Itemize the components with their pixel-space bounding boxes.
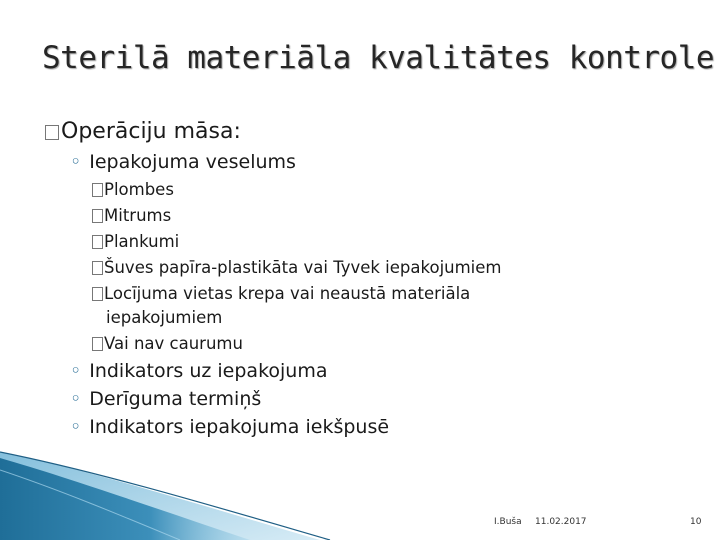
level3-text: Plankumi: [104, 232, 180, 251]
bullet-level3-locijuma-vietas: [92, 284, 470, 303]
bullet-level3-vai-nav-caurumu: [92, 334, 243, 353]
bullet-level3-mitrums: [92, 206, 171, 225]
checkbox-glyph-icon: [92, 261, 103, 275]
circle-bullet-icon: ◦: [70, 360, 82, 382]
level1-text: Operāciju māsa:: [61, 119, 241, 144]
bullet-level3-suves: [92, 258, 502, 277]
level3-text-cont: iepakojumiem: [106, 308, 223, 327]
bullet-level2-indikators-uz: [70, 360, 328, 382]
level3-text: Vai nav caurumu: [104, 334, 243, 353]
bullet-level2-iepakojuma-veselums: [70, 151, 296, 173]
checkbox-glyph-icon: [92, 287, 103, 301]
bullet-level1-operaciju-masa: [45, 119, 241, 144]
level2-text: Derīguma termiņš: [89, 388, 262, 410]
slide-title: Sterilā materiāla kvalitātes kontrole: [42, 40, 715, 76]
level3-text: Mitrums: [104, 206, 172, 225]
checkbox-glyph-icon: [92, 209, 103, 223]
bullet-level3-plankumi: [92, 232, 179, 251]
level2-text: Indikators uz iepakojuma: [89, 360, 328, 382]
checkbox-glyph-icon: [45, 125, 59, 140]
footer-page-number: 10: [690, 517, 702, 527]
checkbox-glyph-icon: [92, 235, 103, 249]
checkbox-glyph-icon: [92, 337, 103, 351]
circle-bullet-icon: ◦: [70, 416, 82, 438]
circle-bullet-icon: ◦: [70, 151, 82, 173]
bullet-level2-deriguma-termins: [70, 388, 261, 410]
bullet-level3-locijuma-vietas-cont: [106, 308, 222, 327]
checkbox-glyph-icon: [92, 183, 103, 197]
footer-author: I.Buša: [494, 517, 522, 527]
circle-bullet-icon: ◦: [70, 388, 82, 410]
level2-text: Iepakojuma veselums: [89, 151, 296, 173]
bullet-level3-plombes: [92, 180, 174, 199]
level3-text: Šuves papīra-plastikāta vai Tyvek iepakojumiem: [104, 258, 502, 277]
level2-text: Indikators iepakojuma iekšpusē: [89, 416, 390, 438]
bullet-level2-indikators-ieksp: [70, 416, 389, 438]
level3-text: Plombes: [104, 180, 174, 199]
footer-date: 11.02.2017: [535, 517, 587, 527]
level3-text: Locījuma vietas krepa vai neaustā materiāla: [104, 284, 471, 303]
